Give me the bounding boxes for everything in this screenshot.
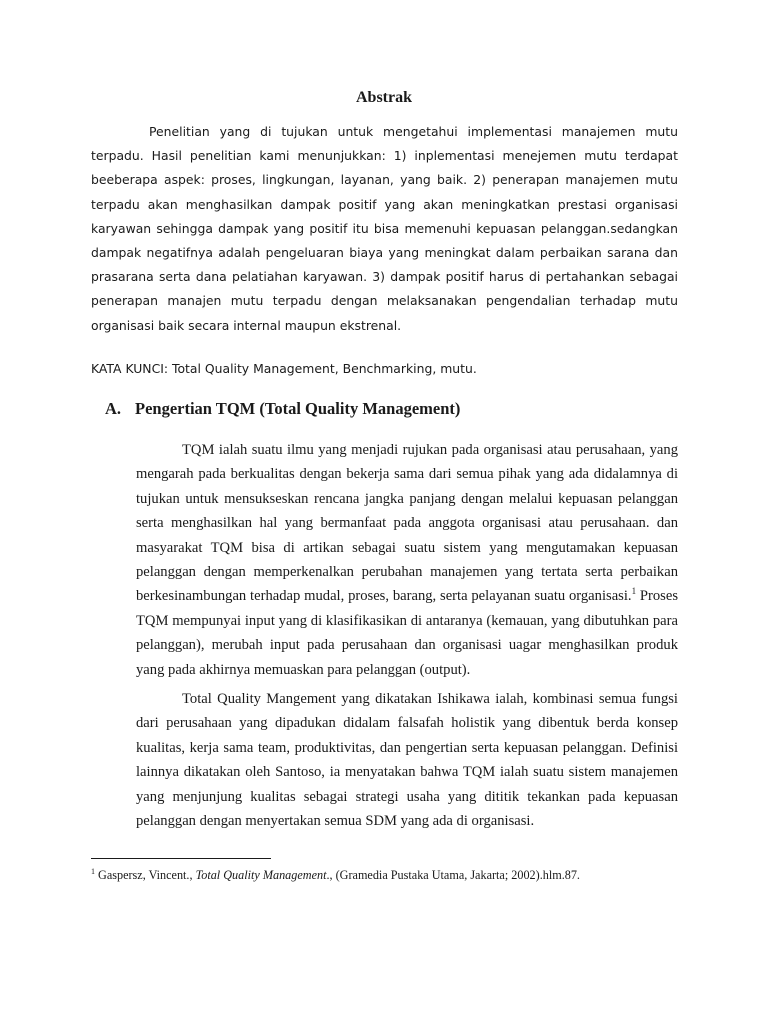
section-heading (105, 399, 460, 419)
abstract-body (91, 120, 678, 338)
footnote (91, 864, 691, 883)
keywords-line: KATA KUNCI: Total Quality Management, Benchmarking, mutu. (91, 361, 477, 376)
paragraph-text (136, 438, 678, 682)
footnote-book-title: Total Quality Management (195, 868, 327, 883)
paragraph-text-part: TQM ialah suatu ilmu yang menjadi rujukan pada organisasi atau perusahaan, yang mengarah pada berkualitas dengan bekerja sama dari semua pihak yang ada didalamnya di tujukan untuk mensukseskan rencana jangka panjang dengan melalui kepuasan pelanggan serta menghasilkan hal yang bermanfaat pada anggota organisasi atau perusahaan. dan masyarakat TQM bisa di artikan sebagai suatu sistem yang mengutamakan kepuasan pelanggan dengan memperkenalkan perubahan manajemen yang tertata serta perbaikan berkesinambungan terhadap mudal, proses, barang, serta pelayanan suatu organisasi. (136, 442, 678, 605)
footnote-author: Gaspersz, Vincent., (98, 868, 196, 883)
section-title: Pengertian TQM (Total Quality Management) (135, 399, 461, 418)
abstract-paragraph: Penelitian yang di tujukan untuk mengetahui implementasi manajemen mutu terpadu. Hasil penelitian kami menunjukkan: 1) inplementasi menejemen mutu terdapat beeberapa aspek: proses, lingkungan, layanan, yang baik. 2) penerapan manajemen mutu terpadu akan menghasilkan dampak positif yang akan meningkatkan prestasi organisasi karyawan sehingga dampak yang positif itu bisa memenuhi kepuasan pelanggan.sedangkan dampak negatifnya adalah pengeluaran biaya yang meningkat dalam perbaikan sarana dan prasarana serta dana pelatiahan karyawan. 3) dampak positif harus di pertahankan sebagai penerapan manajen mutu terpadu dengan melaksanakan pengendalian terhadap mutu organisasi baik secara internal maupun ekstrenal. (91, 124, 678, 333)
abstract-title: Abstrak (355, 89, 412, 106)
paragraph-text-part: Proses TQM mempunyai input yang di klasifikasikan di antaranya (kemauan, yang dibutuhkan para pelanggan), merubah input pada perusahaan dan organisasi uagar menghasilkan produk yang pada akhirnya memuaskan para pelanggan (output). (136, 588, 678, 678)
footnote-number: 1 (91, 867, 95, 876)
body-paragraph-2 (136, 687, 678, 833)
footnote-separator (91, 858, 271, 859)
section-marker: A. (105, 399, 122, 418)
footnote-details: ., (Gramedia Pustaka Utama, Jakarta; 2002).hlm.87. (326, 868, 580, 883)
footnote-reference[interactable]: 1 (631, 586, 637, 597)
body-paragraph-1 (136, 438, 678, 682)
paragraph-text: Total Quality Mangement yang dikatakan Ishikawa ialah, kombinasi semua fungsi dari perusahaan yang dipadukan didalam falsafah holistik yang dibentuk berda konsep kualitas, kerja sama team, produktivitas, dan pengertian serta kepuasan pelanggan. Definisi lainnya dikatakan oleh Santoso, ia menyatakan bahwa TQM ialah suatu sistem manajemen yang menjunjung kualitas sebagai strategi usaha yang dititik tekankan pada kepuasan pelanggan dengan menyertakan semua SDM yang ada di organisasi. (136, 691, 678, 830)
